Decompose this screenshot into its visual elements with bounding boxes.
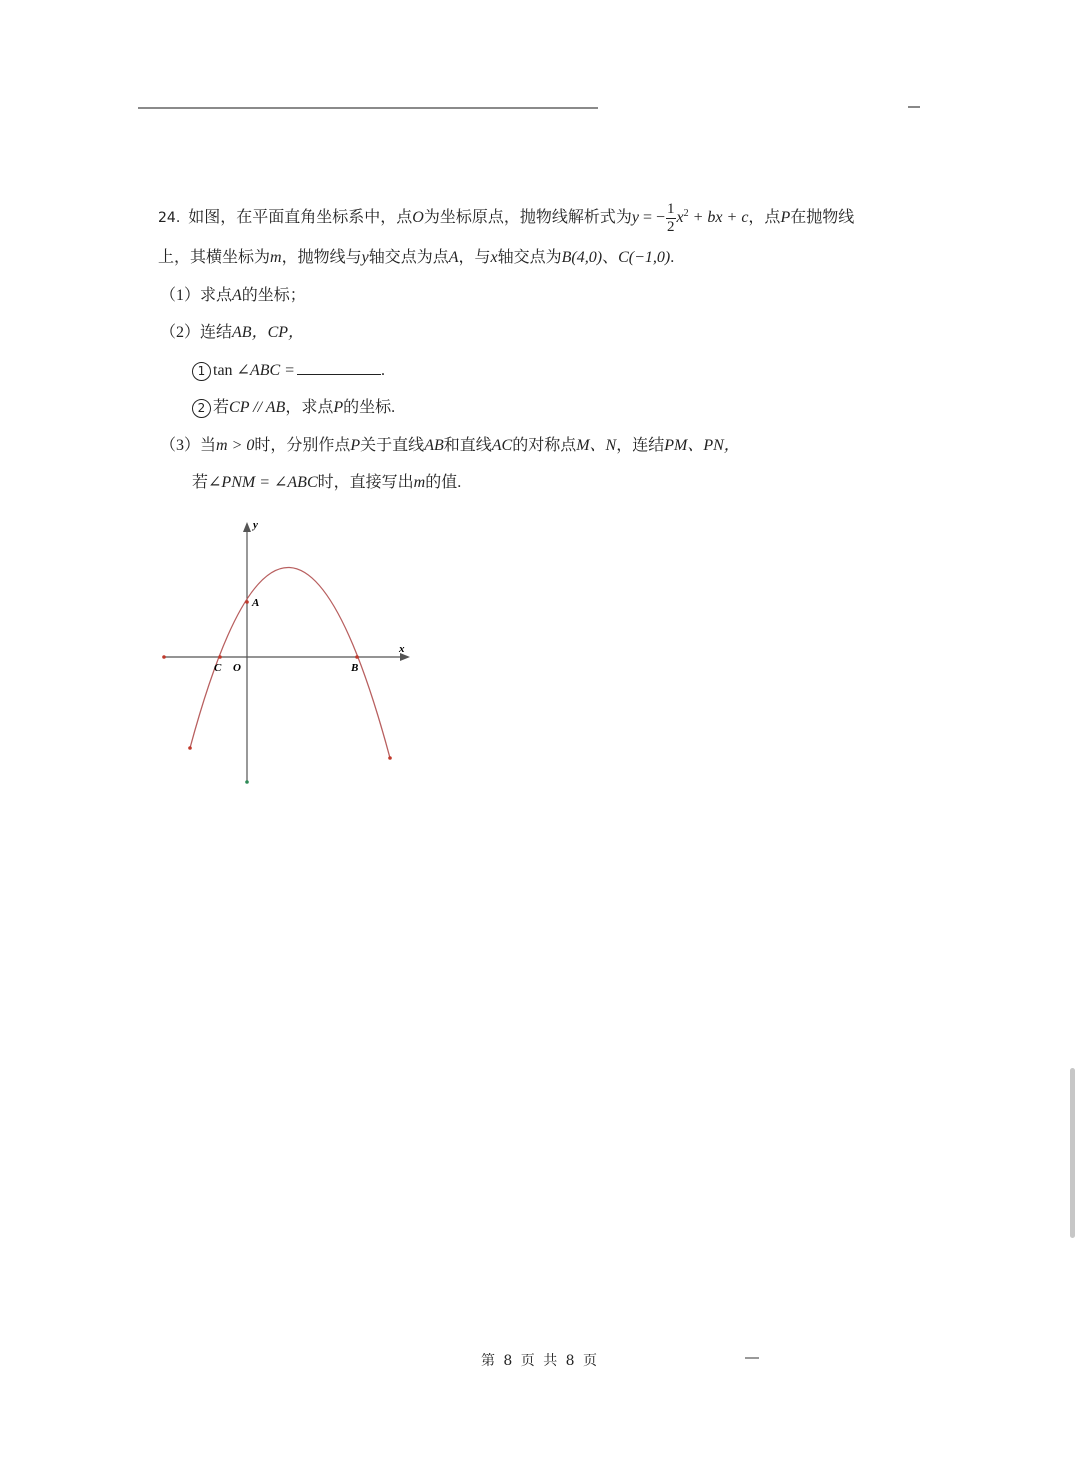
scrollbar-thumb[interactable] (1070, 1068, 1075, 1238)
equation-exponent: 2 (683, 207, 689, 219)
part-3-text: 的值. (425, 474, 462, 491)
question-text: ，点 (748, 209, 781, 227)
part-2-sub-2 (192, 397, 395, 419)
fraction-denominator: 2 (667, 219, 675, 235)
header-rule (138, 107, 598, 109)
point-A-dot (245, 600, 249, 604)
point-P-ref: P (333, 399, 344, 416)
question-text: 在抛物线 (790, 209, 855, 227)
question-text: 轴交点为 (497, 249, 562, 266)
point-A-ref: A (448, 249, 459, 266)
equation-fraction (666, 201, 676, 236)
point-P-ref: P (780, 209, 791, 227)
point-C-coord: C(−1,0) (618, 249, 671, 266)
part-2-vars: AB，CP， (232, 324, 305, 341)
circled-number-2: 2 (192, 399, 211, 418)
question-text: . (670, 249, 675, 266)
part-3-label: （3）当 (160, 437, 217, 454)
part-3-text: 的对称点 (512, 437, 577, 454)
point-P-ref: P (350, 437, 361, 454)
part-1 (160, 285, 306, 307)
circled-number-1: 1 (192, 362, 211, 381)
y-axis-end-dot (245, 780, 249, 784)
var-m: m (270, 249, 282, 266)
tan-function: tan (213, 362, 233, 379)
point-B-dot (355, 655, 359, 659)
question-text: 上，其横坐标为 (158, 249, 271, 266)
x-axis-end-dot (162, 655, 166, 659)
part-1-var: A (232, 287, 242, 304)
angle-condition: ∠PNM = ∠ABC (208, 474, 318, 491)
y-axis-arrow (243, 522, 251, 532)
label-O: O (233, 662, 241, 674)
parabola-figure (150, 510, 420, 795)
angle-ABC: ∠ABC = (236, 362, 295, 379)
part-2 (160, 322, 304, 344)
equation-y: y (631, 209, 639, 227)
var-x: x (490, 249, 498, 266)
part-2-sub-2-text: ，求点 (285, 399, 334, 416)
part-3-line-1 (160, 435, 740, 457)
question-line-2 (158, 247, 674, 269)
part-3-text: ，连结 (616, 437, 665, 454)
answer-blank[interactable] (297, 360, 381, 375)
header-mark (908, 106, 920, 108)
question-text: 如图，在平面直角坐标系中，点 (188, 209, 413, 227)
line-AB: AB (424, 437, 444, 454)
part-3-text: 时，分别作点 (254, 437, 351, 454)
period: . (380, 362, 385, 379)
equation-rest: + bx + c (688, 209, 749, 227)
equation-equals: = − (638, 209, 666, 227)
part-1-text: 的坐标； (241, 287, 306, 304)
question-number: 24. (158, 210, 181, 227)
label-A: A (252, 597, 260, 609)
part-2-sub-1 (192, 360, 385, 382)
part-3-text: 和直线 (443, 437, 492, 454)
label-y: y (253, 519, 258, 531)
part-3-text: 若 (192, 474, 209, 491)
var-m: m (413, 474, 426, 491)
part-2-sub-2-text: 的坐标. (343, 399, 396, 416)
fraction-numerator: 1 (667, 201, 675, 217)
var-y: y (361, 249, 369, 266)
part-2-label: （2）连结 (160, 324, 233, 341)
part-3-line-2 (192, 472, 461, 494)
label-C: C (214, 662, 222, 674)
points-MN: M、N (576, 437, 617, 454)
line-AC: AC (491, 437, 513, 454)
parallel-condition: CP // AB (229, 399, 286, 416)
question-text: 为坐标原点，抛物线解析式为 (423, 209, 632, 227)
label-x: x (399, 643, 405, 655)
part-1-label: （1）求点 (160, 287, 233, 304)
question-text: ，与 (458, 249, 491, 266)
page-footer: 第 8 页 共 8 页 (480, 1353, 600, 1369)
question-line-1 (158, 201, 854, 236)
m-condition: m > 0 (216, 437, 255, 454)
question-text: ，抛物线与 (281, 249, 362, 266)
point-C-dot (218, 655, 222, 659)
part-3-text: 关于直线 (360, 437, 425, 454)
part-3-text: 时，直接写出 (317, 474, 414, 491)
segments-PM-PN: PM、PN， (664, 437, 740, 454)
footer-mark (745, 1357, 759, 1359)
curve-end-dot-left (188, 746, 192, 750)
point-B-coord: B(4,0) (561, 249, 603, 266)
question-text: 、 (602, 249, 619, 266)
equation-x: x (676, 209, 684, 227)
question-text: 轴交点为点 (368, 249, 449, 266)
curve-end-dot-right (388, 756, 392, 760)
label-B: B (351, 662, 359, 674)
point-O-ref: O (412, 209, 424, 227)
part-2-sub-2-text: 若 (213, 399, 230, 416)
